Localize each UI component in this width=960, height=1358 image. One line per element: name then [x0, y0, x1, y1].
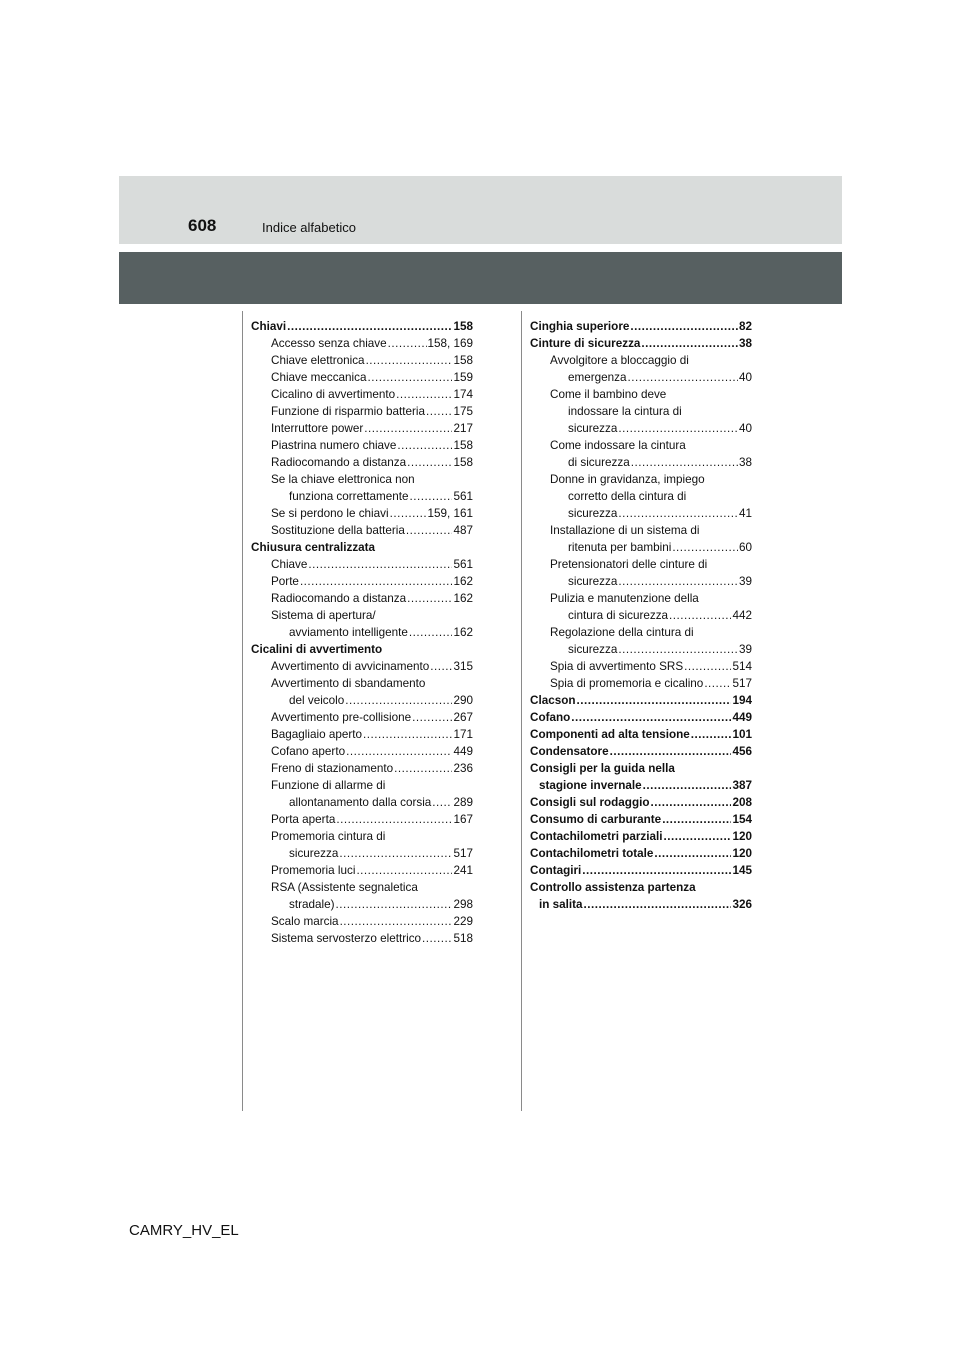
index-entry-term: Installazione di un sistema di: [550, 524, 700, 537]
index-entry: [530, 539, 752, 556]
index-entry: [530, 369, 752, 386]
dot-leader: [345, 692, 452, 709]
index-entry-term: sicurezza: [568, 575, 618, 588]
index-entry-page: 387: [732, 779, 752, 792]
index-entry-page: 229: [453, 915, 473, 928]
index-entry-page: 517: [732, 677, 752, 690]
index-entry-page: 449: [732, 711, 752, 724]
index-entry-page: 159, 161: [427, 507, 473, 520]
index-entry-page: 241: [453, 864, 473, 877]
index-entry-page: 456: [732, 745, 752, 758]
index-entry: [251, 692, 473, 709]
index-entry-page: 290: [453, 694, 473, 707]
dot-leader: [339, 845, 452, 862]
index-entry-page: 167: [453, 813, 473, 826]
index-entry: [530, 862, 752, 879]
index-entry-term: Condensatore: [530, 745, 609, 758]
index-entry-term: Controllo assistenza partenza: [530, 881, 696, 894]
index-entry-term: Se la chiave elettronica non: [271, 473, 415, 486]
index-entry: [530, 743, 752, 760]
index-entry-page: 449: [453, 745, 473, 758]
index-entry: [530, 352, 752, 369]
index-entry-term: Contagiri: [530, 864, 582, 877]
index-entry: [530, 488, 752, 505]
index-entry: [251, 403, 473, 420]
index-entry-term: emergenza: [568, 371, 627, 384]
index-entry-page: 267: [453, 711, 473, 724]
dot-leader: [335, 896, 452, 913]
dot-leader: [407, 454, 452, 471]
index-entry-term: Consigli sul rodaggio: [530, 796, 650, 809]
index-entry-term: Consumo di carburante: [530, 813, 662, 826]
dot-leader: [650, 794, 731, 811]
index-entry: [251, 862, 473, 879]
index-entry-page: 120: [732, 830, 752, 843]
dot-leader: [336, 811, 452, 828]
index-entry: [530, 505, 752, 522]
dot-leader: [704, 675, 731, 692]
index-entry-term: Cinture di sicurezza: [530, 337, 641, 350]
index-entry-page: 208: [732, 796, 752, 809]
index-entry-term: Spia di promemoria e cicalino: [550, 677, 704, 690]
index-entry: [251, 488, 473, 505]
index-entry-term: Radiocomando a distanza: [271, 456, 407, 469]
index-entry-term: stagione invernale: [539, 779, 642, 792]
index-entry: [251, 624, 473, 641]
index-entry: [251, 335, 473, 352]
index-entry-page: 561: [453, 490, 473, 503]
index-entry: [251, 794, 473, 811]
dot-leader: [308, 556, 452, 573]
index-entry-page: 236: [453, 762, 473, 775]
index-entry-page: 120: [732, 847, 752, 860]
index-entry-page: 298: [453, 898, 473, 911]
dot-leader: [654, 845, 731, 862]
index-entry-term: Contachilometri totale: [530, 847, 654, 860]
index-entry-page: 315: [453, 660, 473, 673]
index-entry-term: Radiocomando a distanza: [271, 592, 407, 605]
dot-leader: [584, 896, 732, 913]
index-entry-term: Avvolgitore a bloccaggio di: [550, 354, 689, 367]
left-divider: [242, 311, 243, 1111]
dot-leader: [691, 726, 732, 743]
index-entry: [251, 709, 473, 726]
index-entry: [251, 930, 473, 947]
index-entry-term: stradale): [289, 898, 335, 911]
index-entry: [530, 811, 752, 828]
index-entry: [530, 794, 752, 811]
dot-leader: [641, 335, 738, 352]
dot-leader: [663, 828, 731, 845]
dot-leader: [432, 794, 452, 811]
dot-leader: [618, 505, 738, 522]
dot-leader: [366, 352, 453, 369]
index-entry-term: Piastrina numero chiave: [271, 439, 397, 452]
index-entry-term: Come il bambino deve: [550, 388, 667, 401]
index-entry: [530, 590, 752, 607]
dot-leader: [631, 454, 738, 471]
index-entry-term: sicurezza: [568, 507, 618, 520]
index-entry-term: Cofano aperto: [271, 745, 346, 758]
index-entry-term: Cinghia superiore: [530, 320, 630, 333]
dot-leader: [409, 624, 453, 641]
index-column-right: [530, 318, 752, 913]
dot-leader: [618, 641, 738, 658]
index-entry-term: Funzione di allarme di: [271, 779, 386, 792]
index-entry: [530, 522, 752, 539]
header-band: [119, 176, 842, 244]
index-entry-page: 162: [453, 626, 473, 639]
index-entry-page: 217: [453, 422, 473, 435]
dot-leader: [363, 726, 453, 743]
page-title: Indice alfabetico: [262, 220, 356, 235]
index-entry-term: Cofano: [530, 711, 571, 724]
index-entry-term: RSA (Assistente segnaletica: [271, 881, 418, 894]
index-entry-term: Chiusura centralizzata: [251, 541, 376, 554]
index-entry-page: 145: [732, 864, 752, 877]
index-entry-page: 158: [453, 439, 473, 452]
index-entry: [530, 403, 752, 420]
index-entry-term: Accesso senza chiave: [271, 337, 387, 350]
index-entry-term: corretto della cintura di: [568, 490, 687, 503]
index-column-left: [251, 318, 473, 947]
right-divider: [521, 311, 522, 1111]
index-entry: [251, 777, 473, 794]
index-entry-page: 487: [453, 524, 473, 537]
index-entry-term: Se si perdono le chiavi: [271, 507, 389, 520]
index-entry-term: Cicalini di avvertimento: [251, 643, 383, 656]
index-entry: [251, 318, 473, 335]
index-entry-term: Sostituzione della batteria: [271, 524, 405, 537]
index-entry: [251, 675, 473, 692]
index-entry-term: Bagagliaio aperto: [271, 728, 362, 741]
dot-leader: [412, 709, 452, 726]
dot-leader: [618, 420, 738, 437]
index-entry-term: Spia di avvertimento SRS: [550, 660, 684, 673]
index-entry-term: avviamento intelligente: [289, 626, 408, 639]
index-entry: [530, 454, 752, 471]
index-entry-term: Avvertimento di sbandamento: [271, 677, 426, 690]
index-entry-term: Chiavi: [251, 320, 287, 333]
index-entry-term: funziona correttamente: [289, 490, 409, 503]
dot-leader: [368, 369, 453, 386]
index-entry: [251, 658, 473, 675]
index-entry-term: Avvertimento di avvicinamento: [271, 660, 430, 673]
index-entry: [251, 573, 473, 590]
index-entry: [530, 386, 752, 403]
index-entry: [530, 726, 752, 743]
index-entry-term: Donne in gravidanza, impiego: [550, 473, 705, 486]
index-entry-term: Clacson: [530, 694, 576, 707]
index-entry-page: 158, 169: [427, 337, 473, 350]
index-entry: [251, 845, 473, 862]
index-entry-term: Chiave elettronica: [271, 354, 365, 367]
index-entry-term: indossare la cintura di: [568, 405, 682, 418]
page-number: 608: [188, 216, 217, 235]
index-entry-term: Porte: [271, 575, 299, 588]
index-entry: [251, 556, 473, 573]
index-entry: [251, 760, 473, 777]
index-entry: [530, 573, 752, 590]
index-entry: [530, 760, 752, 777]
index-entry: [251, 386, 473, 403]
index-entry-page: 514: [732, 660, 752, 673]
dot-leader: [394, 760, 452, 777]
index-entry-page: 82: [738, 320, 752, 333]
index-entry: [530, 777, 752, 794]
index-entry-term: ritenuta per bambini: [568, 541, 672, 554]
dot-leader: [430, 658, 452, 675]
index-entry: [251, 896, 473, 913]
index-entry: [251, 352, 473, 369]
dot-leader: [397, 437, 452, 454]
dot-leader: [364, 420, 452, 437]
index-entry: [251, 454, 473, 471]
dot-leader: [340, 913, 453, 930]
index-entry-page: 442: [732, 609, 752, 622]
index-entry-page: 38: [738, 456, 752, 469]
index-entry-page: 101: [732, 728, 752, 741]
index-entry-term: Cicalino di avvertimento: [271, 388, 396, 401]
index-entry-term: Promemoria luci: [271, 864, 356, 877]
index-entry: [251, 879, 473, 896]
index-entry-term: Porta aperta: [271, 813, 336, 826]
index-entry: [530, 624, 752, 641]
index-entry-page: 158: [453, 320, 473, 333]
dot-leader: [582, 862, 731, 879]
index-entry: [251, 590, 473, 607]
index-entry: [530, 896, 752, 913]
index-entry: [530, 675, 752, 692]
dot-leader: [618, 573, 738, 590]
index-entry-page: 159: [453, 371, 473, 384]
index-entry-page: 194: [732, 694, 752, 707]
dot-leader: [346, 743, 452, 760]
index-entry-term: in salita: [539, 898, 583, 911]
dot-leader: [662, 811, 731, 828]
index-entry: [251, 539, 473, 556]
index-entry-page: 175: [453, 405, 473, 418]
dot-leader: [627, 369, 738, 386]
header-bar: [119, 252, 842, 304]
dot-leader: [422, 930, 452, 947]
index-entry-term: Interruttore power: [271, 422, 364, 435]
index-entry-term: Chiave: [271, 558, 308, 571]
index-entry-page: 39: [738, 643, 752, 656]
index-entry-term: sicurezza: [568, 643, 618, 656]
index-entry-term: del veicolo: [289, 694, 345, 707]
dot-leader: [287, 318, 452, 335]
index-entry: [251, 726, 473, 743]
index-entry-term: Chiave meccanica: [271, 371, 367, 384]
dot-leader: [630, 318, 738, 335]
index-entry: [251, 437, 473, 454]
index-entry-term: Scalo marcia: [271, 915, 339, 928]
index-entry-term: Componenti ad alta tensione: [530, 728, 690, 741]
dot-leader: [684, 658, 731, 675]
index-entry-page: 518: [453, 932, 473, 945]
index-entry-page: 60: [738, 541, 752, 554]
index-entry-page: 162: [453, 575, 473, 588]
dot-leader: [672, 539, 738, 556]
index-entry: [530, 607, 752, 624]
index-entry: [530, 709, 752, 726]
index-entry: [530, 437, 752, 454]
dot-leader: [426, 403, 453, 420]
document-code: CAMRY_HV_EL: [129, 1222, 239, 1239]
dot-leader: [388, 335, 427, 352]
index-entry-term: Funzione di risparmio batteria: [271, 405, 425, 418]
index-entry-term: di sicurezza: [568, 456, 630, 469]
index-entry-term: Freno di stazionamento: [271, 762, 394, 775]
index-entry: [530, 556, 752, 573]
index-entry-term: Contachilometri parziali: [530, 830, 663, 843]
dot-leader: [390, 505, 427, 522]
index-entry: [530, 471, 752, 488]
index-entry: [530, 420, 752, 437]
dot-leader: [300, 573, 453, 590]
index-entry-page: 39: [738, 575, 752, 588]
index-entry-term: Regolazione della cintura di: [550, 626, 694, 639]
index-entry-term: sicurezza: [289, 847, 339, 860]
index-entry-term: Come indossare la cintura: [550, 439, 686, 452]
dot-leader: [396, 386, 452, 403]
dot-leader: [356, 862, 452, 879]
index-entry-page: 38: [738, 337, 752, 350]
index-entry: [251, 522, 473, 539]
index-entry-page: 517: [453, 847, 473, 860]
index-entry-term: cintura di sicurezza: [568, 609, 669, 622]
dot-leader: [407, 590, 452, 607]
index-entry-term: Promemoria cintura di: [271, 830, 386, 843]
index-entry-page: 40: [738, 371, 752, 384]
index-entry-term: Sistema servosterzo elettrico: [271, 932, 422, 945]
index-entry-page: 154: [732, 813, 752, 826]
index-entry: [251, 828, 473, 845]
index-entry-page: 561: [453, 558, 473, 571]
index-entry: [530, 641, 752, 658]
index-entry-page: 171: [453, 728, 473, 741]
index-entry-term: Pretensionatori delle cinture di: [550, 558, 708, 571]
index-entry-page: 158: [453, 354, 473, 367]
index-entry: [530, 828, 752, 845]
index-entry: [251, 743, 473, 760]
index-entry: [530, 845, 752, 862]
index-entry: [530, 692, 752, 709]
index-entry-page: 326: [732, 898, 752, 911]
index-entry: [530, 335, 752, 352]
index-entry: [251, 607, 473, 624]
dot-leader: [576, 692, 731, 709]
index-entry-page: 41: [738, 507, 752, 520]
dot-leader: [643, 777, 732, 794]
dot-leader: [669, 607, 731, 624]
dot-leader: [406, 522, 453, 539]
index-entry-page: 162: [453, 592, 473, 605]
index-entry-page: 40: [738, 422, 752, 435]
dot-leader: [571, 709, 731, 726]
index-entry-term: allontanamento dalla corsia: [289, 796, 432, 809]
index-entry-term: Avvertimento pre-collisione: [271, 711, 412, 724]
dot-leader: [610, 743, 732, 760]
dot-leader: [410, 488, 453, 505]
index-entry: [530, 318, 752, 335]
index-entry: [251, 811, 473, 828]
index-entry: [251, 471, 473, 488]
index-entry-page: 158: [453, 456, 473, 469]
index-entry: [530, 658, 752, 675]
index-entry-page: 174: [453, 388, 473, 401]
index-entry: [251, 420, 473, 437]
index-entry: [251, 641, 473, 658]
index-entry-term: sicurezza: [568, 422, 618, 435]
index-entry-term: Consigli per la guida nella: [530, 762, 675, 775]
index-entry-term: Sistema di apertura/: [271, 609, 376, 622]
index-entry-term: Pulizia e manutenzione della: [550, 592, 699, 605]
index-entry: [251, 913, 473, 930]
index-entry: [530, 879, 752, 896]
index-entry: [251, 505, 473, 522]
index-entry: [251, 369, 473, 386]
index-entry-page: 289: [453, 796, 473, 809]
